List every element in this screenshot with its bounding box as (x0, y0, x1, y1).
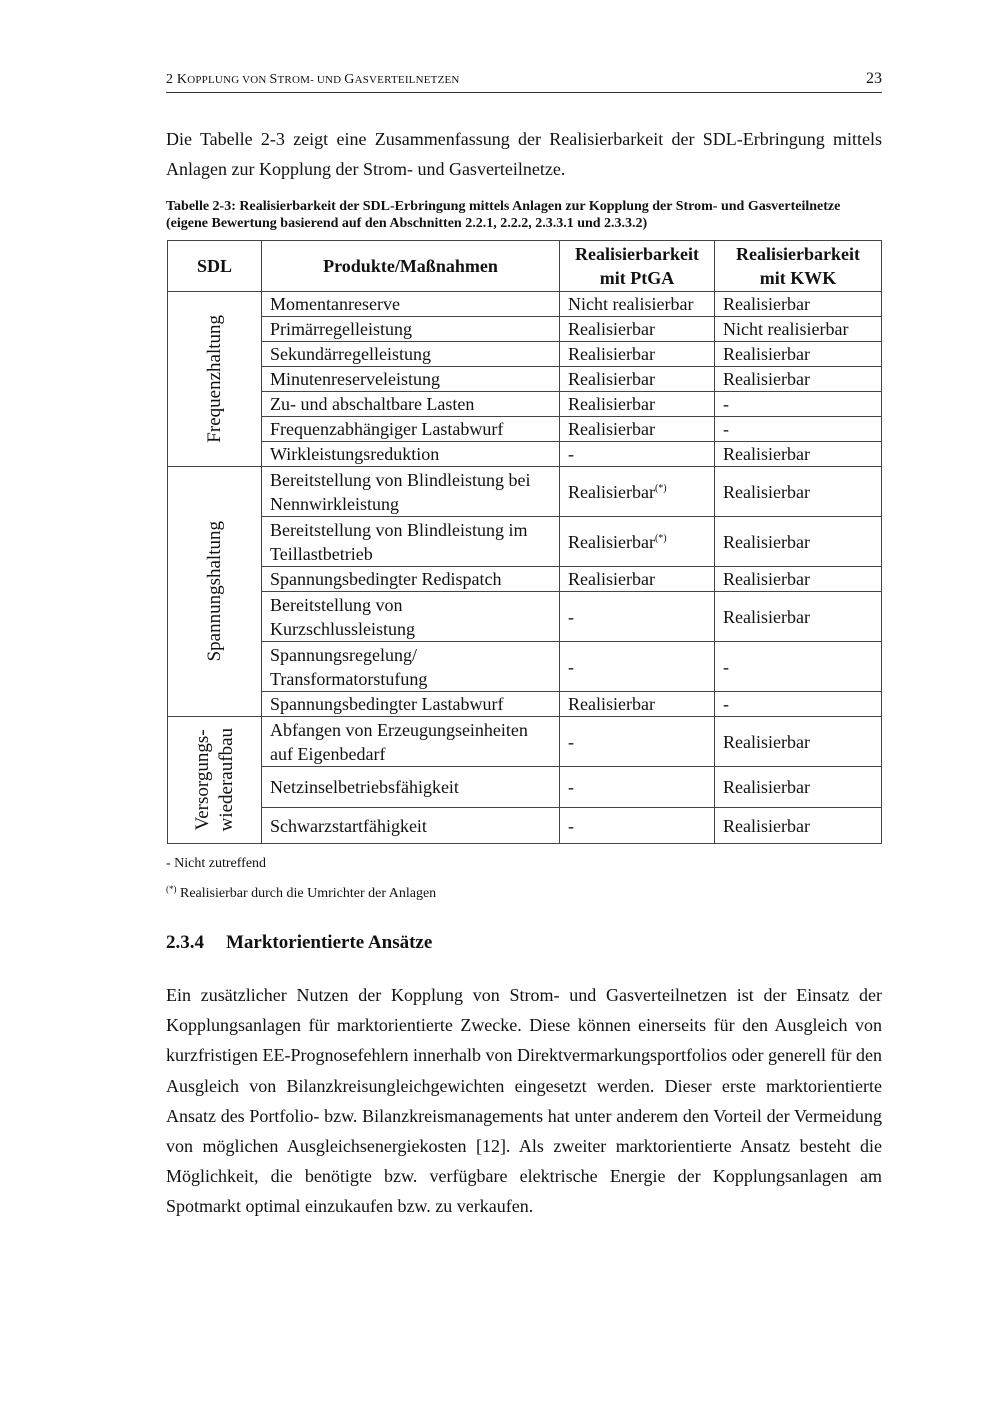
ptga-cell: Realisierbar (560, 567, 715, 592)
footnote-marker: (*) (654, 532, 667, 544)
footnote-marker: (*) (654, 482, 667, 494)
ptga-cell: - (560, 592, 715, 642)
kwk-cell: Realisierbar (715, 717, 882, 767)
kwk-cell: Realisierbar (715, 517, 882, 567)
header-products: Produkte/Maßnahmen (262, 241, 560, 292)
ptga-cell: Realisierbar (560, 367, 715, 392)
header-ptga: Realisierbarkeit mit PtGA (560, 241, 715, 292)
ptga-cell: - (560, 642, 715, 692)
kwk-cell: - (715, 692, 882, 717)
product-cell: Spannungsregelung/ Transformatorstufung (262, 642, 560, 692)
kwk-cell: - (715, 417, 882, 442)
table-row (168, 367, 882, 392)
product-cell: Abfangen von Erzeugungseinheiten auf Eigenbedarf (262, 717, 560, 767)
product-cell: Wirkleistungsreduktion (262, 442, 560, 467)
kwk-cell: Nicht realisierbar (715, 317, 882, 342)
table-row (168, 567, 882, 592)
product-cell: Sekundärregelleistung (262, 342, 560, 367)
ptga-cell: Realisierbar (560, 392, 715, 417)
table-row (168, 717, 882, 767)
chapter-title: 2 KOPPLUNG VON STROM- UND GASVERTEILNETZEN (166, 72, 460, 87)
table-caption: Tabelle 2-3: Realisierbarkeit der SDL-Erbringung mittels Anlagen zur Kopplung der Strom- und Gasverteilnetze (eigene Bewertung basierend auf den Abschnitten 2.2.1, 2.2.2, 2.3.3.1 und 2.3.3.2) (166, 199, 841, 231)
ptga-cell: Nicht realisierbar (560, 292, 715, 317)
product-cell: Schwarzstartfähigkeit (262, 808, 560, 844)
ptga-cell: Realisierbar (560, 317, 715, 342)
running-header (166, 70, 882, 93)
ptga-cell: - (560, 808, 715, 844)
table-row (168, 292, 882, 317)
table-row (168, 767, 882, 808)
ptga-cell: - (560, 717, 715, 767)
table-row (168, 417, 882, 442)
product-cell: Spannungsbedingter Redispatch (262, 567, 560, 592)
table-header-row (168, 241, 882, 292)
ptga-cell: Realisierbar (560, 417, 715, 442)
product-cell: Netzinselbetriebsfähigkeit (262, 767, 560, 808)
kwk-cell: - (715, 392, 882, 417)
section-heading: 2.3.4 Marktorientierte Ansätze (166, 932, 433, 953)
kwk-cell: Realisierbar (715, 767, 882, 808)
table-row (168, 592, 882, 642)
kwk-cell: Realisierbar (715, 592, 882, 642)
ptga-cell: Realisierbar(*) (560, 467, 715, 517)
table-row (168, 342, 882, 367)
footnote-dash: - Nicht zutreffend (166, 856, 267, 871)
intro-paragraph: Die Tabelle 2-3 zeigt eine Zusammenfassung der Realisierbarkeit der SDL-Erbringung mittels Anlagen zur Kopplung der Strom- und Gasverteilnetze. (166, 129, 882, 179)
ptga-cell: Realisierbar (560, 692, 715, 717)
product-cell: Zu- und abschaltbare Lasten (262, 392, 560, 417)
table-row (168, 317, 882, 342)
header-kwk: Realisierbarkeit mit KWK (715, 241, 882, 292)
table-row (168, 392, 882, 417)
kwk-cell: Realisierbar (715, 367, 882, 392)
kwk-cell: Realisierbar (715, 808, 882, 844)
kwk-cell: Realisierbar (715, 442, 882, 467)
kwk-cell: Realisierbar (715, 342, 882, 367)
header-sdl: SDL (168, 241, 262, 292)
group-versorgungswiederaufbau: Versorgungs- wiederaufbau (168, 717, 262, 844)
table-row (168, 808, 882, 844)
product-cell: Bereitstellung von Blindleistung bei Nennwirkleistung (262, 467, 560, 517)
table-row (168, 642, 882, 692)
ptga-cell: - (560, 767, 715, 808)
table-row (168, 517, 882, 567)
table-row (168, 692, 882, 717)
group-frequenzhaltung: Frequenzhaltung (168, 292, 262, 467)
table-row (168, 442, 882, 467)
product-cell: Bereitstellung von Blindleistung im Teillastbetrieb (262, 517, 560, 567)
sdl-table (167, 240, 882, 844)
table-row (168, 467, 882, 517)
product-cell: Frequenzabhängiger Lastabwurf (262, 417, 560, 442)
page-number: 23 (866, 70, 882, 87)
product-cell: Minutenreserveleistung (262, 367, 560, 392)
body-paragraph: Ein zusätzlicher Nutzen der Kopplung von Strom- und Gasverteilnetzen ist der Einsatz der Kopplungsanlagen für marktorientierte Zwecke. Diese können einerseits für den Ausgleich von kurzfristigen EE-Prognosefehlern innerhalb von Direktvermarkungsportfolios oder generell für den Ausgleich von Bilanzkreisungleichgewichten eingesetzt werden. Dieser erste marktorientierte Ansatz des Portfolio- bzw. Bilanzkreismanagements hat unter anderem den Vorteil der Vermeidung von möglichen Ausgleichsenergiekosten [12]. Als zweiter marktorientierte Ansatz besteht die Möglichkeit, die benötigte bzw. verfügbare elektrische Energie der Kopplungsanlagen am Spotmarkt optimal einzukaufen bzw. zu verkaufen. (166, 985, 882, 1217)
kwk-cell: Realisierbar (715, 467, 882, 517)
kwk-cell: Realisierbar (715, 567, 882, 592)
ptga-cell: Realisierbar(*) (560, 517, 715, 567)
footnote-star: (*) Realisierbar durch die Umrichter der Anlagen (166, 884, 437, 901)
ptga-cell: - (560, 442, 715, 467)
product-cell: Spannungsbedingter Lastabwurf (262, 692, 560, 717)
ptga-cell: Realisierbar (560, 342, 715, 367)
product-cell: Momentanreserve (262, 292, 560, 317)
product-cell: Primärregelleistung (262, 317, 560, 342)
group-spannungshaltung: Spannungshaltung (168, 467, 262, 717)
kwk-cell: - (715, 642, 882, 692)
product-cell: Bereitstellung von Kurzschlussleistung (262, 592, 560, 642)
kwk-cell: Realisierbar (715, 292, 882, 317)
